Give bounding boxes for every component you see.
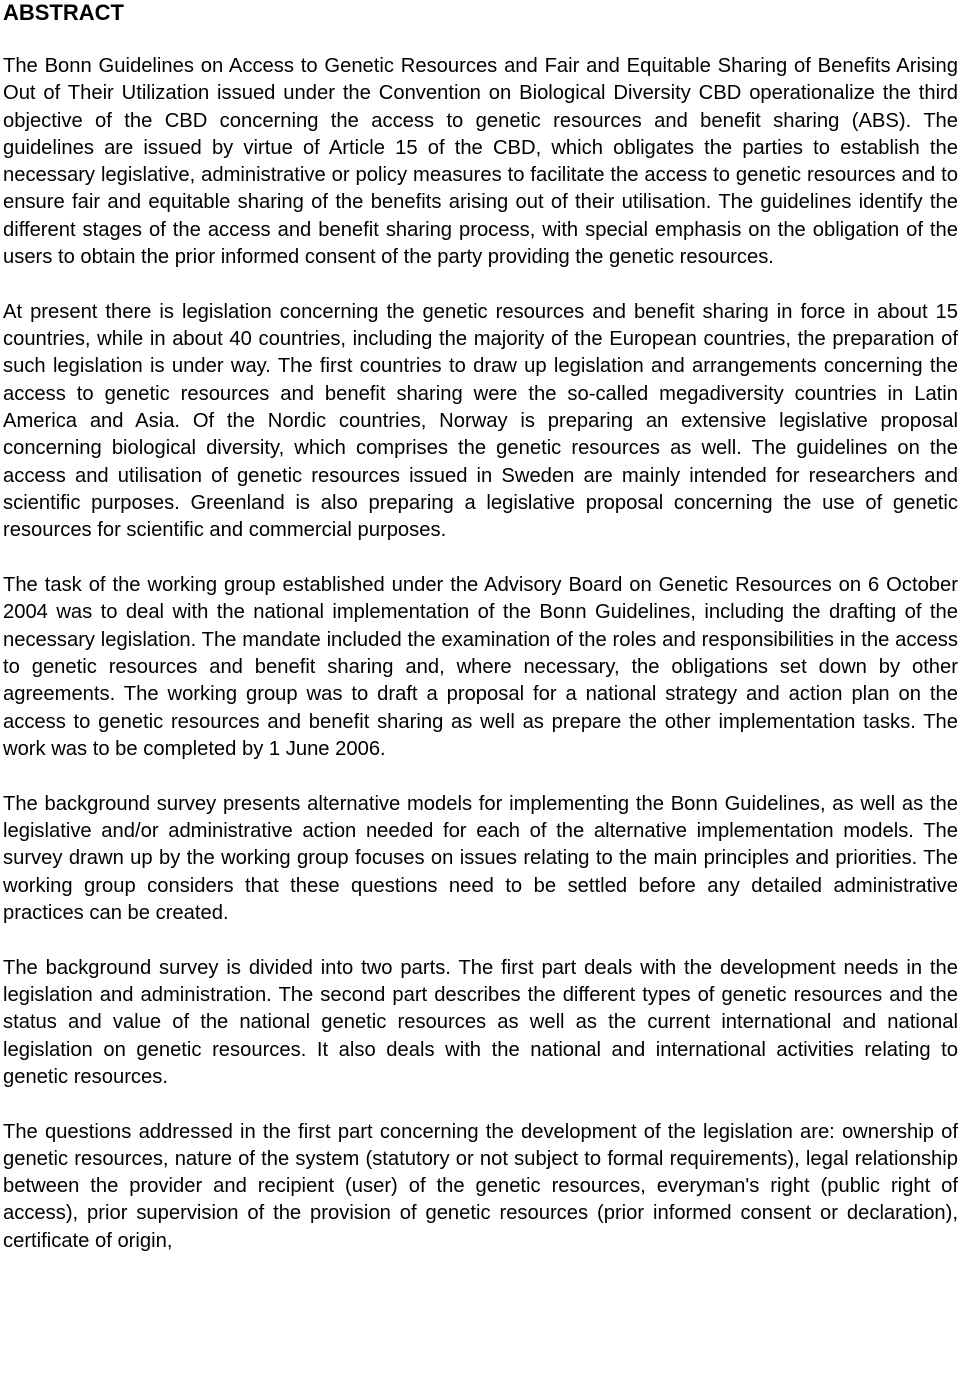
abstract-heading: ABSTRACT [3, 0, 124, 25]
paragraph-background-survey-models: The background survey presents alternative models for implementing the Bonn Guidelines, as well as the legislative and/or administrative action needed for each of the alternative implementation models. The survey drawn up by the working group focuses on issues relating to the main principles and priorities. The working group considers that these questions need to be settled before any detailed administrative practices can be created. [3, 792, 958, 924]
paragraph-background-survey-parts: The background survey is divided into two parts. The first part deals with the development needs in the legislation and administration. The second part describes the different types of genetic resources and the status and value of the national genetic resources as well as the current international and national legislation on genetic resources. It also deals with the national and international activities relating to genetic resources. [3, 956, 958, 1088]
paragraph-working-group-task: The task of the working group established under the Advisory Board on Genetic Resources on 6 October 2004 was to deal with the national implementation of the Bonn Guidelines, including the drafting of the necessary legislation. The mandate included the examination of the roles and responsibilities in the access to genetic resources and benefit sharing and, where necessary, the obligations set down by other agreements. The working group was to draft a proposal for a national strategy and action plan on the access to genetic resources and benefit sharing as well as prepare the other implementation tasks. The work was to be completed by 1 June 2006. [3, 574, 958, 760]
paragraph-first-part-questions: The questions addressed in the first part concerning the development of the legislation are: ownership of genetic resources, nature of the system (statutory or not subject to formal requirements), legal relationship between the provider and recipient (user) of the genetic resources, everyman's right (public right of access), prior supervision of the provision of genetic resources (prior informed consent or declaration), certificate of origin, [3, 1120, 958, 1252]
paragraph-legislation-status: At present there is legislation concerning the genetic resources and benefit sharing in force in about 15 countries, while in about 40 countries, including the majority of the European countries, the preparation of such legislation is under way. The first countries to draw up legislation and arrangements concerning the access to genetic resources and benefit sharing were the so-called megadiversity countries in Latin America and Asia. Of the Nordic countries, Norway is preparing an extensive legislative proposal concerning biological diversity, which comprises the genetic resources as well. The guidelines on the access and utilisation of genetic resources issued in Sweden are mainly intended for researchers and scientific purposes. Greenland is also preparing a legislative proposal concerning the use of genetic resources for scientific and commercial purposes. [3, 300, 958, 542]
document-page [3, 0, 958, 1255]
paragraph-bonn-guidelines: The Bonn Guidelines on Access to Genetic Resources and Fair and Equitable Sharing of Benefits Arising Out of Their Utilization issued under the Convention on Biological Diversity CBD operationalize the third objective of the CBD concerning the access to genetic resources and benefit sharing (ABS). The guidelines are issued by virtue of Article 15 of the CBD, which obligates the parties to establish the necessary legislative, administrative or policy measures to facilitate the access to genetic resources and to ensure fair and equitable sharing of the benefits arising out of their utilisation. The guidelines identify the different stages of the access and benefit sharing process, with special emphasis on the obligation of the users to obtain the prior informed consent of the party providing the genetic resources. [3, 55, 958, 269]
